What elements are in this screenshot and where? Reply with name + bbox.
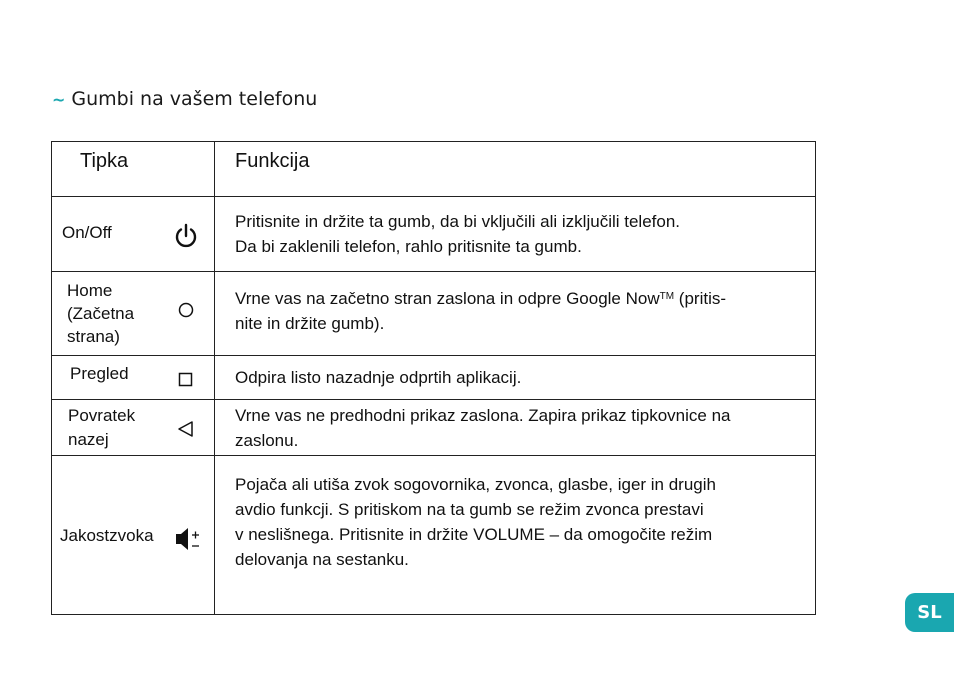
function-line: Odpira listo nazadnje odprtih aplikacij. <box>235 368 522 387</box>
trademark-mark: TM <box>659 291 675 302</box>
key-label: Jakostzvoka <box>60 526 154 545</box>
table-row <box>52 197 816 272</box>
table-row <box>52 456 816 615</box>
function-text-tail: (pritis- <box>674 289 727 308</box>
function-line: nite in držite gumb). <box>235 314 385 333</box>
key-cell-overview <box>52 356 215 400</box>
key-cell-volume <box>52 456 215 615</box>
circle-home-icon <box>178 302 194 318</box>
table-row <box>52 400 816 456</box>
function-line: Pritisnite in držite ta gumb, da bi vključili ali izključili telefon. <box>235 212 681 231</box>
function-line: v neslišnega. Pritisnite in držite VOLUME – da omogočite režim <box>235 525 713 544</box>
function-line: delovanja na sestanku. <box>235 550 409 569</box>
function-line: Pojača ali utiša zvok sogovornika, zvonca, glasbe, iger in drugih <box>235 475 716 494</box>
function-line <box>235 284 801 311</box>
volume-icon <box>174 526 202 552</box>
key-label: (Začetna <box>67 304 135 323</box>
function-line: avdio funkcji. S pritiskom na ta gumb se režim zvonca prestavi <box>235 500 704 519</box>
function-line: Vrne vas ne predhodni prikaz zaslona. Zapira prikaz tipkovnice na <box>235 406 731 425</box>
key-label: nazej <box>68 430 109 449</box>
key-label: strana) <box>67 327 120 346</box>
function-cell <box>215 400 816 456</box>
key-label: Home <box>67 281 113 300</box>
key-label: Pregled <box>70 364 129 383</box>
language-badge: SL <box>905 593 954 632</box>
function-text: Vrne vas na začetno stran zaslona in odpre Google Now <box>235 289 660 308</box>
table-header-row <box>52 142 816 197</box>
section-heading <box>52 88 317 110</box>
table-row <box>52 356 816 400</box>
key-label: Povratek <box>68 406 136 425</box>
function-cell <box>215 456 816 615</box>
triangle-back-icon <box>177 420 195 438</box>
square-overview-icon <box>178 372 194 388</box>
function-cell <box>215 197 816 272</box>
buttons-table <box>51 141 816 615</box>
function-cell <box>215 272 816 356</box>
function-cell <box>215 356 816 400</box>
function-line: zaslonu. <box>235 431 299 450</box>
key-label: On/Off <box>62 223 112 242</box>
power-icon <box>174 223 198 249</box>
function-line: Da bi zaklenili telefon, rahlo pritisnite ta gumb. <box>235 237 582 256</box>
key-cell-onoff <box>52 197 215 272</box>
heading-marker: ~ <box>52 89 66 109</box>
header-key: Tipka <box>52 142 215 197</box>
table-row <box>52 272 816 356</box>
key-cell-home <box>52 272 215 356</box>
key-cell-back <box>52 400 215 456</box>
header-function: Funkcija <box>215 142 816 197</box>
heading-title: Gumbi na vašem telefonu <box>71 88 318 110</box>
